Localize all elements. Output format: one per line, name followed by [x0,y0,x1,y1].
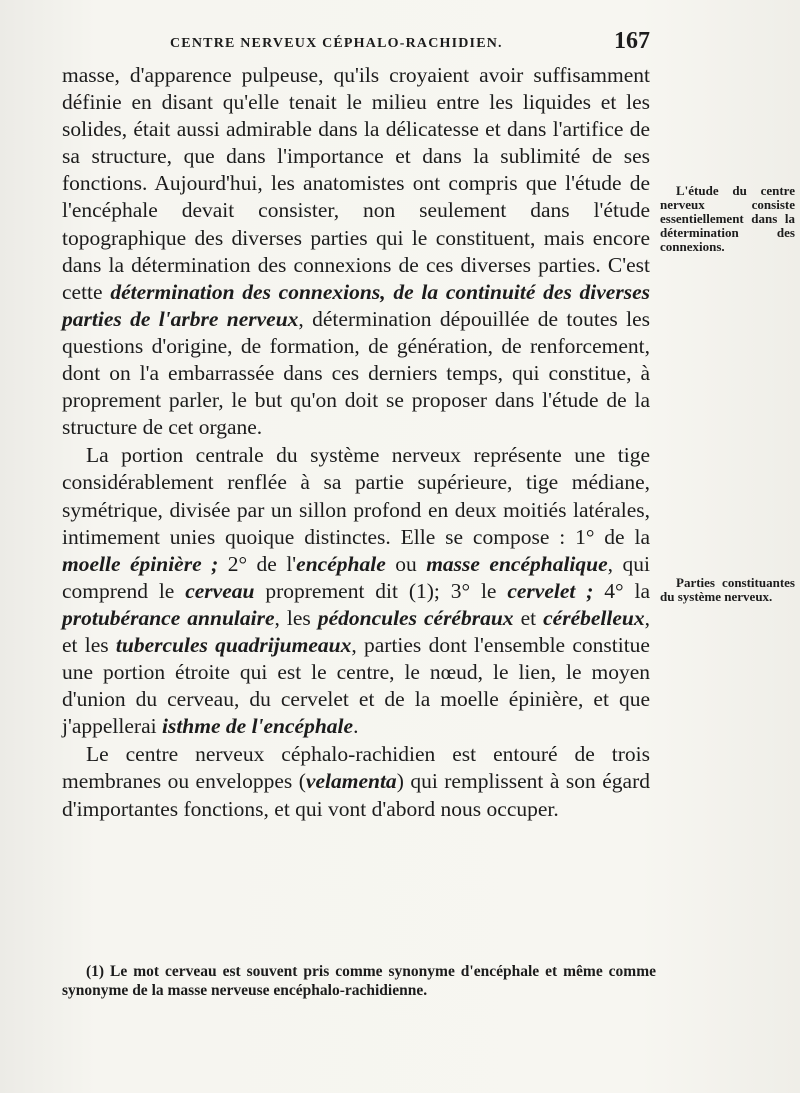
term-cerveau: cerveau [185,578,255,603]
term-protuberance: protubérance annulaire [62,605,275,630]
p2-text-b: 2° de l' [218,551,297,576]
footnote-text: (1) Le mot cerveau est souvent pris comme synonyme d'encéphale et même comme synonyme de la masse nerveuse encéphalo-rachidienne. [62,963,656,999]
p2-text-j: , parties dont l'ensemble constitue une portion étroite qui est le centre, le nœud, le lien, le moyen d'union du cerveau, du cervelet et de la moelle épinière, et que j'appellerai [62,632,650,739]
p2-text-g: , les [274,605,318,630]
p1-emphasis: détermination des connexions, de la continuité des diverses parties de l'arbre nerveux [62,279,650,331]
term-masse: masse encéphalique [426,551,608,576]
margin-note-etude [660,184,795,254]
term-moelle: moelle épinière ; [62,551,219,576]
term-cerebelleux: cérébelleux [543,605,645,630]
p1-text-b: , détermination dépouillée de toutes les questions d'origine, de formation, de génération, de renforcement, dont on l'a embarrassée dans ces derniers temps, qui constitue, à proprement parler, le but qu'on doit se proposer dans l'étude de la structure de cet organe. [62,306,650,440]
paragraph-1 [62,62,650,441]
paragraph-3 [62,741,650,822]
p1-text-a: masse, d'apparence pulpeuse, qu'ils croyaient avoir suffisamment définie en disant qu'elle tenait le milieu entre les liquides et les solides, était aussi admirable dans la délicatesse et dans l'artifice de sa structure, que dans l'importance et dans la sublimité de ses fonctions. Aujourd'hui, les anatomistes ont compris que l'étude de l'encéphale devait consister, non seulement dans l'étude topographique des diverses parties qui le constituent, mais encore dans la détermination des connexions de ces diverses parties. C'est cette [62,63,650,304]
running-head: CENTRE NERVEUX CÉPHALO-RACHIDIEN. [170,36,503,51]
margin-note-text: L'étude du centre nerveux consiste essentiellement dans la détermination des connexions. [660,183,795,254]
p2-text-k: . [353,714,359,739]
term-tubercules: tubercules quadrijumeaux [115,632,352,657]
p3-text-b: ) qui remplissent à son égard d'importantes fonctions, et qui vont d'abord nous occuper. [62,769,650,821]
p3-text-a: Le centre nerveux céphalo-rachidien est entouré de trois membranes ou enveloppes ( [62,742,650,794]
term-cervelet: cervelet ; [507,578,594,603]
p2-text-d: , qui comprend le [62,551,650,603]
p2-text-e: proprement dit (1); 3° le [254,578,508,603]
term-pedoncules: pédoncules cérébraux [317,605,514,630]
footnote [62,962,656,1000]
p2-text-a: La portion centrale du système nerveux représente une tige considérablement renflée à sa partie supérieure, tige médiane, symétrique, divisée par un sillon profond en deux moitiés latérales, intimement unies quoique distinctes. Elle se compose : 1° de la [62,443,650,549]
p2-text-i: , et les [62,605,651,657]
term-encephale: encéphale [296,551,386,576]
p2-text-c: ou [385,551,427,576]
margin-note-text: Parties constituantes du système nerveux. [660,575,795,604]
paragraph-2 [62,442,650,740]
main-text [62,62,650,823]
p2-text-f: 4° la [593,578,650,603]
p2-text-h: et [513,605,544,630]
margin-note-parties [660,576,795,604]
page-header [70,28,650,64]
page-number: 167 [614,28,650,54]
term-velamenta: velamenta [305,769,397,794]
term-isthme: isthme de l'encéphale [161,714,354,739]
